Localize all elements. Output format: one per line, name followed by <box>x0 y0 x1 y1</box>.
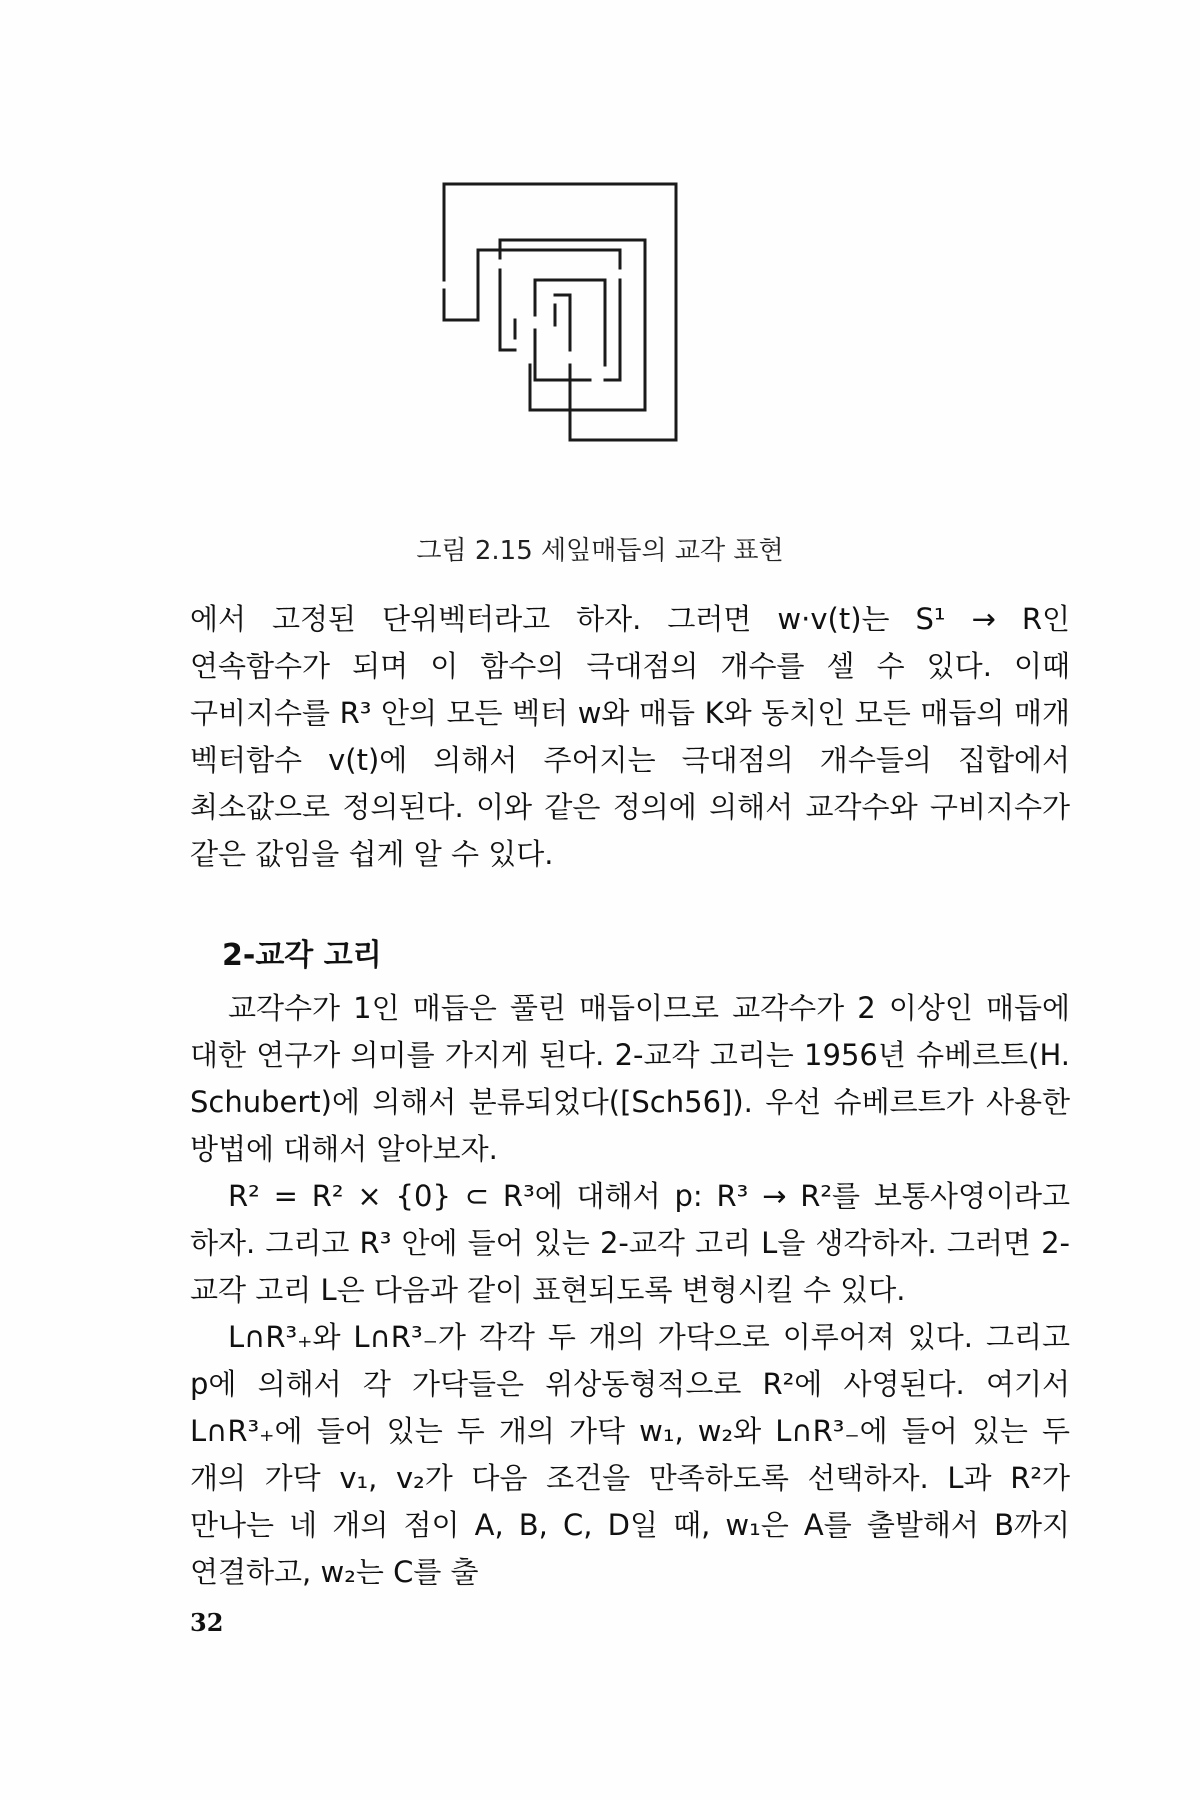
body-paragraph-3: L∩R³₊와 L∩R³₋가 각각 두 개의 가닥으로 이루어져 있다. 그리고 p에 의해서 각 가닥들은 위상동형적으로 R²에 사영된다. 여기서 L∩R³₊에 들어 있는 두 개의 가닥 w₁, w₂와 L∩R³₋에 들어 있는 두 개의 가닥 v₁, v₂가 다음 조건을 만족하도록 선택하자. L과 R²가 만나는 네 개의 점이 A, B, C, D일 때, w₁은 A를 출발해서 B까지 연결하고, w₂는 C를 출 <box>190 1320 1070 1589</box>
strand-inner-5 <box>500 240 645 410</box>
strand-inner-6 <box>555 295 570 350</box>
strand-inner-4 <box>500 270 515 350</box>
section-body <box>190 985 1070 1596</box>
intro-text <box>190 596 1070 878</box>
strand-inner-1 <box>605 280 620 380</box>
trefoil-diagram <box>440 180 780 520</box>
body-paragraph-1: 교각수가 1인 매듭은 풀린 매듭이므로 교각수가 2 이상인 매듭에 대한 연구가 의미를 가지게 된다. 2-교각 고리는 1956년 슈베르트(H. Schubert)에 의해서 분류되었다([Sch56]). 우선 슈베르트가 사용한 방법에 대해서 알아보자. <box>190 991 1070 1166</box>
figure-caption: 그림 2.15 세잎매듭의 교각 표현 <box>416 536 784 566</box>
body-paragraph-2: R² = R² × {0} ⊂ R³에 대해서 p: R³ → R²를 보통사영이라고 하자. 그리고 R³ 안에 들어 있는 2-교각 고리 L을 생각하자. 그러면 2-교각 고리 L은 다음과 같이 표현되도록 변형시킬 수 있다. <box>190 1179 1070 1307</box>
page-number: 32 <box>190 1608 224 1637</box>
intro-paragraph: 에서 고정된 단위벡터라고 하자. 그러면 w·v(t)는 S¹ → R인 연속함수가 되며 이 함수의 극대점의 개수를 셀 수 있다. 이때 구비지수를 R³ 안의 모든 벡터 w와 매듭 K와 동치인 모든 매듭의 매개 벡터함수 v(t)에 의해서 주어지는 극대점의 개수들의 집합에서 최소값으로 정의된다. 이와 같은 정의에 의해서 교각수와 구비지수가 같은 값임을 쉽게 알 수 있다. <box>190 602 1070 871</box>
trefoil-bridge-figure <box>440 180 780 520</box>
section-heading: 2-교각 고리 <box>222 938 382 973</box>
strand-inner-2 <box>535 330 590 380</box>
strand-outer-left <box>444 250 620 320</box>
